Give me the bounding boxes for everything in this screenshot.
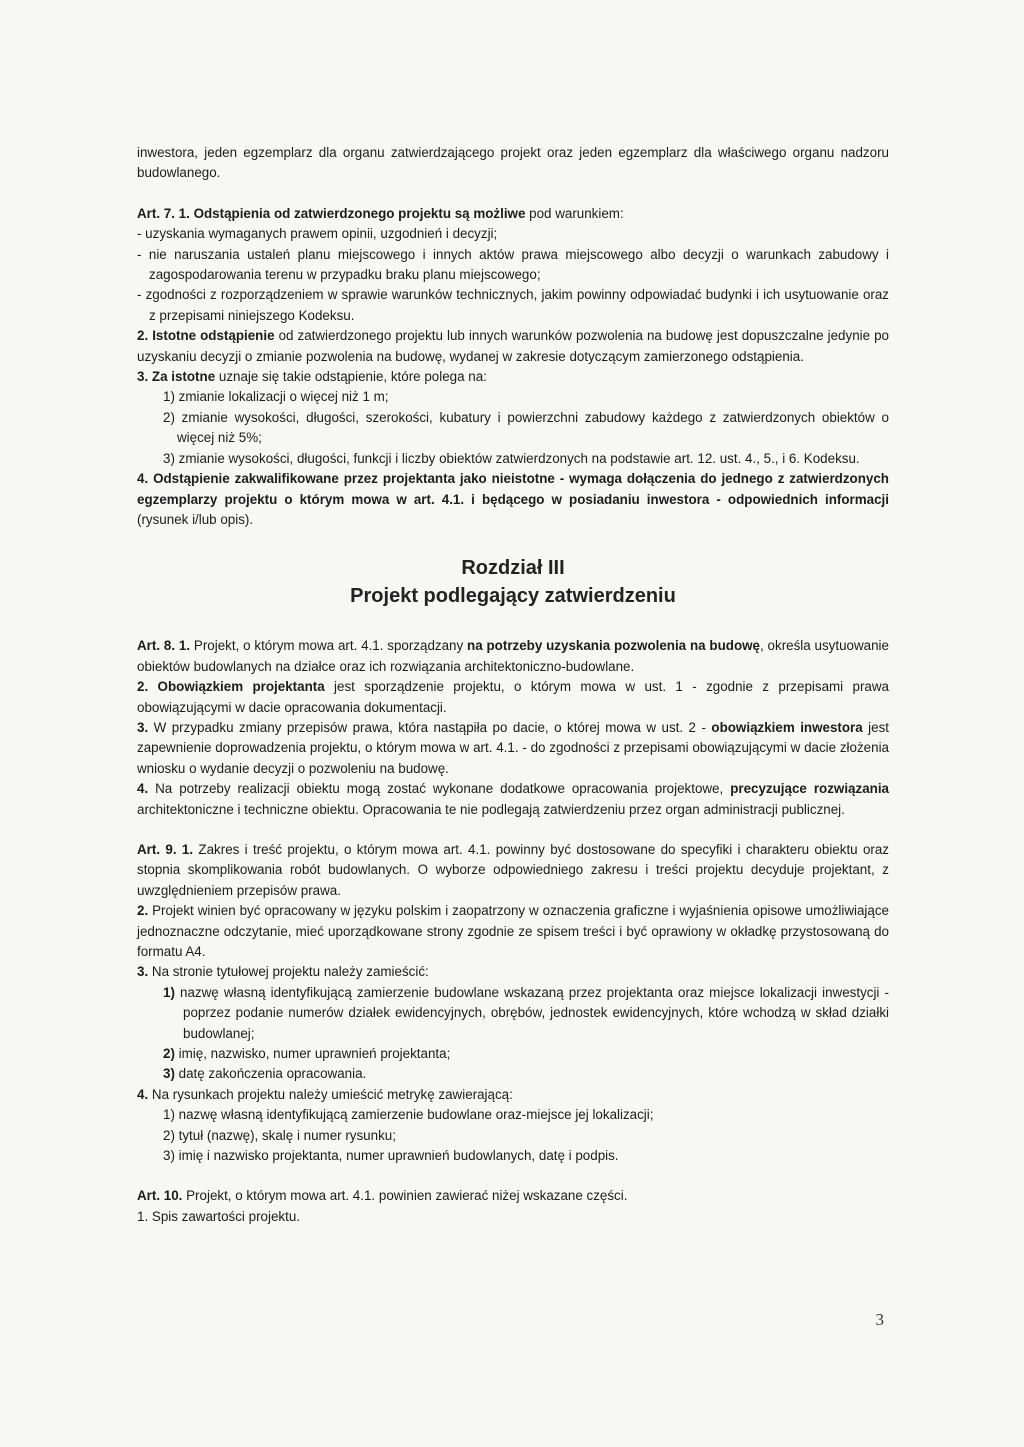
art8-s1-bold: na potrzeby uzyskania pozwolenia na budowę: [467, 638, 760, 654]
art7-s2-bold: Istotne odstąpienie: [152, 328, 275, 344]
art9-s3-item-1: [137, 983, 889, 1044]
art7-section-2: [137, 326, 889, 367]
art9-s3-text: Na stronie tytułowej projektu należy zamieścić:: [148, 964, 429, 980]
art9-section-3: [137, 962, 889, 982]
document-page: [137, 143, 889, 1227]
art7-s2-text: od zatwierdzonego projektu lub innych warunków pozwolenia na budowę jest dopuszczalne jedynie po uzyskaniu decyzji o zmianie pozwolenia na budowę, wydanej w zakresie dotyczącym zamierzonego odstąpienia.: [137, 328, 889, 364]
art9-s2-text: Projekt winien być opracowany w języku polskim i zaopatrzony w oznaczenia graficzne i wyjaśnienia opisowe umożliwiające jednoznaczne odczytanie, mieć uporządkowane strony zgodnie ze spisem treści i być oprawiony w okładkę przystosowaną do formatu A4.: [137, 903, 889, 959]
art10-text: Projekt, o którym mowa art. 4.1. powinien zawierać niżej wskazane części.: [182, 1188, 628, 1204]
art9-s3-item-1-text: nazwę własną identyfikującą zamierzenie budowlane wskazaną przez projektanta oraz miejsce lokalizacji inwestycji - poprzez podanie numerów działek ewidencyjnych, obrębów, jednostek ewidencyjnych, które wchodzą w skład działki budowlanej;: [174, 984, 889, 1041]
art9-s1-text: Zakres i treść projektu, o którym mowa art. 4.1. powinny być dostosowane do specyfiki i charakteru obiektu oraz stopnia skomplikowania robót budowlanych. O wyborze odpowiedniego zakresu i treści projektu decyduje projektant, z uwzględnieniem przepisów prawa.: [137, 841, 889, 898]
art8-s4-post: architektoniczne i techniczne obiektu. Opracowania te nie podlegają zatwierdzeniu przez organ administracji publicznej.: [137, 801, 845, 817]
art8-s3-bold: obowiązkiem inwestora: [711, 719, 863, 735]
art7-bullet-2: - nie naruszania ustaleń planu miejscowego i innych aktów prawa miejscowego albo decyzji o warunkach zabudowy i zagospodarowania terenu w przypadku braku planu miejscowego;: [137, 246, 889, 283]
art10-heading: [137, 1186, 889, 1206]
art9-s4-text: Na rysunkach projektu należy umieścić metrykę zawierającą:: [148, 1086, 513, 1102]
art7-bullet-3: - zgodności z rozporządzeniem w sprawie warunków technicznych, jakim powinny odpowiadać budynki i ich usytuowanie oraz z przepisami niniejszego Kodeksu.: [137, 287, 889, 323]
art8-s2-bold: Obowiązkiem projektanta: [157, 679, 325, 695]
art7-heading: [137, 204, 889, 224]
art8-s3-post: jest zapewnienie doprowadzenia projektu, o którym mowa w art. 4.1. - do zgodności z przepisami obowiązującymi w dacie złożenia wniosku o wydanie decyzji o pozwoleniu na budowę.: [137, 719, 890, 776]
art9-label: Art. 9. 1.: [137, 841, 194, 857]
art9-s3-item-2: [137, 1044, 889, 1064]
art8-s4-num: 4.: [137, 781, 149, 797]
art8-s3-num: 3.: [137, 719, 149, 735]
art7-s4-bold: Odstąpienie zakwalifikowane przez projektanta jako nieistotne - wymaga dołączenia do jednego z zatwierdzonych egzemplarzy projektu o którym mowa w art. 4.1. i będącego w posiadaniu inwestora - odpowiednich informacji: [137, 471, 889, 507]
art9-s4-num: 4.: [137, 1086, 149, 1102]
art7-label: Art. 7. 1.: [137, 205, 190, 221]
art7-title: Odstąpienia od zatwierdzonego projektu są możliwe: [193, 205, 526, 221]
art8-s1-post: , określa usytuowanie obiektów budowlanych na działce oraz ich rozwiązania architektoniczno-budowlane.: [137, 638, 889, 674]
intro-paragraph: inwestora, jeden egzemplarz dla organu zatwierdzającego projekt oraz jeden egzemplarz dla właściwego organu nadzoru budowlanego.: [137, 145, 889, 181]
art9-section-4: [137, 1085, 889, 1105]
art9-s2-num: 2.: [137, 903, 149, 919]
art7-s3-num: 3.: [137, 369, 149, 385]
art9-s3-item-2-num: 2): [163, 1046, 175, 1062]
art8-s3-pre: W przypadku zmiany przepisów prawa, która nastąpiła po dacie, o której mowa w ust. 2 -: [148, 719, 712, 735]
art9-s4-item-2: 2) tytuł (nazwę), skalę i numer rysunku;: [163, 1127, 396, 1143]
art8-s4-bold: precyzujące rozwiązania: [730, 781, 889, 797]
art8-s1-pre: Projekt, o którym mowa art. 4.1. sporządzany: [190, 638, 468, 654]
art9-s3-item-3-text: datę zakończenia opracowania.: [174, 1066, 367, 1082]
art7-section-3: [137, 367, 889, 387]
art7-s3-item-1: 1) zmianie lokalizacji o więcej niż 1 m;: [163, 389, 389, 405]
art8-s2-num: 2.: [137, 679, 149, 695]
art9-s4-item-3: 3) imię i nazwisko projektanta, numer uprawnień budowlanych, datę i podpis.: [163, 1148, 619, 1164]
art7-s3-bold: Za istotne: [151, 369, 216, 385]
art9-s4-item-1: 1) nazwę własną identyfikującą zamierzenie budowlane oraz-miejsce jej lokalizacji;: [163, 1107, 654, 1123]
art7-section-4: [137, 469, 889, 530]
art7-title-rest: pod warunkiem:: [525, 205, 624, 221]
art8-s2-text: jest sporządzenie projektu, o którym mowa w ust. 1 - zgodnie z przepisami prawa obowiązującymi w dacie opracowania dokumentacji.: [137, 679, 889, 715]
art8-s4-pre: Na potrzeby realizacji obiektu mogą zostać wykonane dodatkowe opracowania projektowe,: [148, 781, 731, 797]
art10-item-1: 1. Spis zawartości projektu.: [137, 1208, 300, 1224]
art9-s3-item-3-num: 3): [163, 1066, 175, 1082]
art7-s3-item-2: 2) zmianie wysokości, długości, szerokości, kubatury i powierzchni zabudowy każdego z zatwierdzonych obiektów o więcej niż 5%;: [163, 409, 889, 446]
art9-section-2: [137, 901, 889, 962]
art7-s4-num: 4.: [137, 471, 149, 487]
art7-s2-num: 2.: [137, 328, 149, 344]
art9-s3-item-3: [137, 1064, 889, 1084]
art8-section-4: [137, 779, 889, 820]
chapter-title: Projekt podlegający zatwierdzeniu: [350, 585, 676, 608]
art7-s3-item-3: 3) zmianie wysokości, długości, funkcji i liczby obiektów zatwierdzonych na podstawie art. 12. ust. 4., 5., i 6. Kodeksu.: [163, 450, 860, 466]
art8-label: Art. 8. 1.: [137, 638, 191, 654]
art7-s3-text: uznaje się takie odstąpienie, które polega na:: [215, 369, 487, 385]
art9-s3-num: 3.: [137, 964, 149, 980]
page-number: 3: [875, 1310, 884, 1329]
art8-section-3: [137, 718, 889, 779]
art7-bullet-1: - uzyskania wymaganych prawem opinii, uzgodnień i decyzji;: [137, 226, 498, 242]
art10-label: Art. 10.: [137, 1188, 183, 1204]
chapter-number: Rozdział III: [461, 557, 565, 580]
art9-s3-item-2-text: imię, nazwisko, numer uprawnień projektanta;: [174, 1046, 451, 1062]
art9-section-1: [137, 840, 889, 901]
art8-section-2: [137, 677, 889, 718]
art9-s3-item-1-num: 1): [163, 984, 175, 1000]
art8-section-1: [137, 636, 889, 677]
art7-s4-text: (rysunek i/lub opis).: [137, 511, 254, 527]
